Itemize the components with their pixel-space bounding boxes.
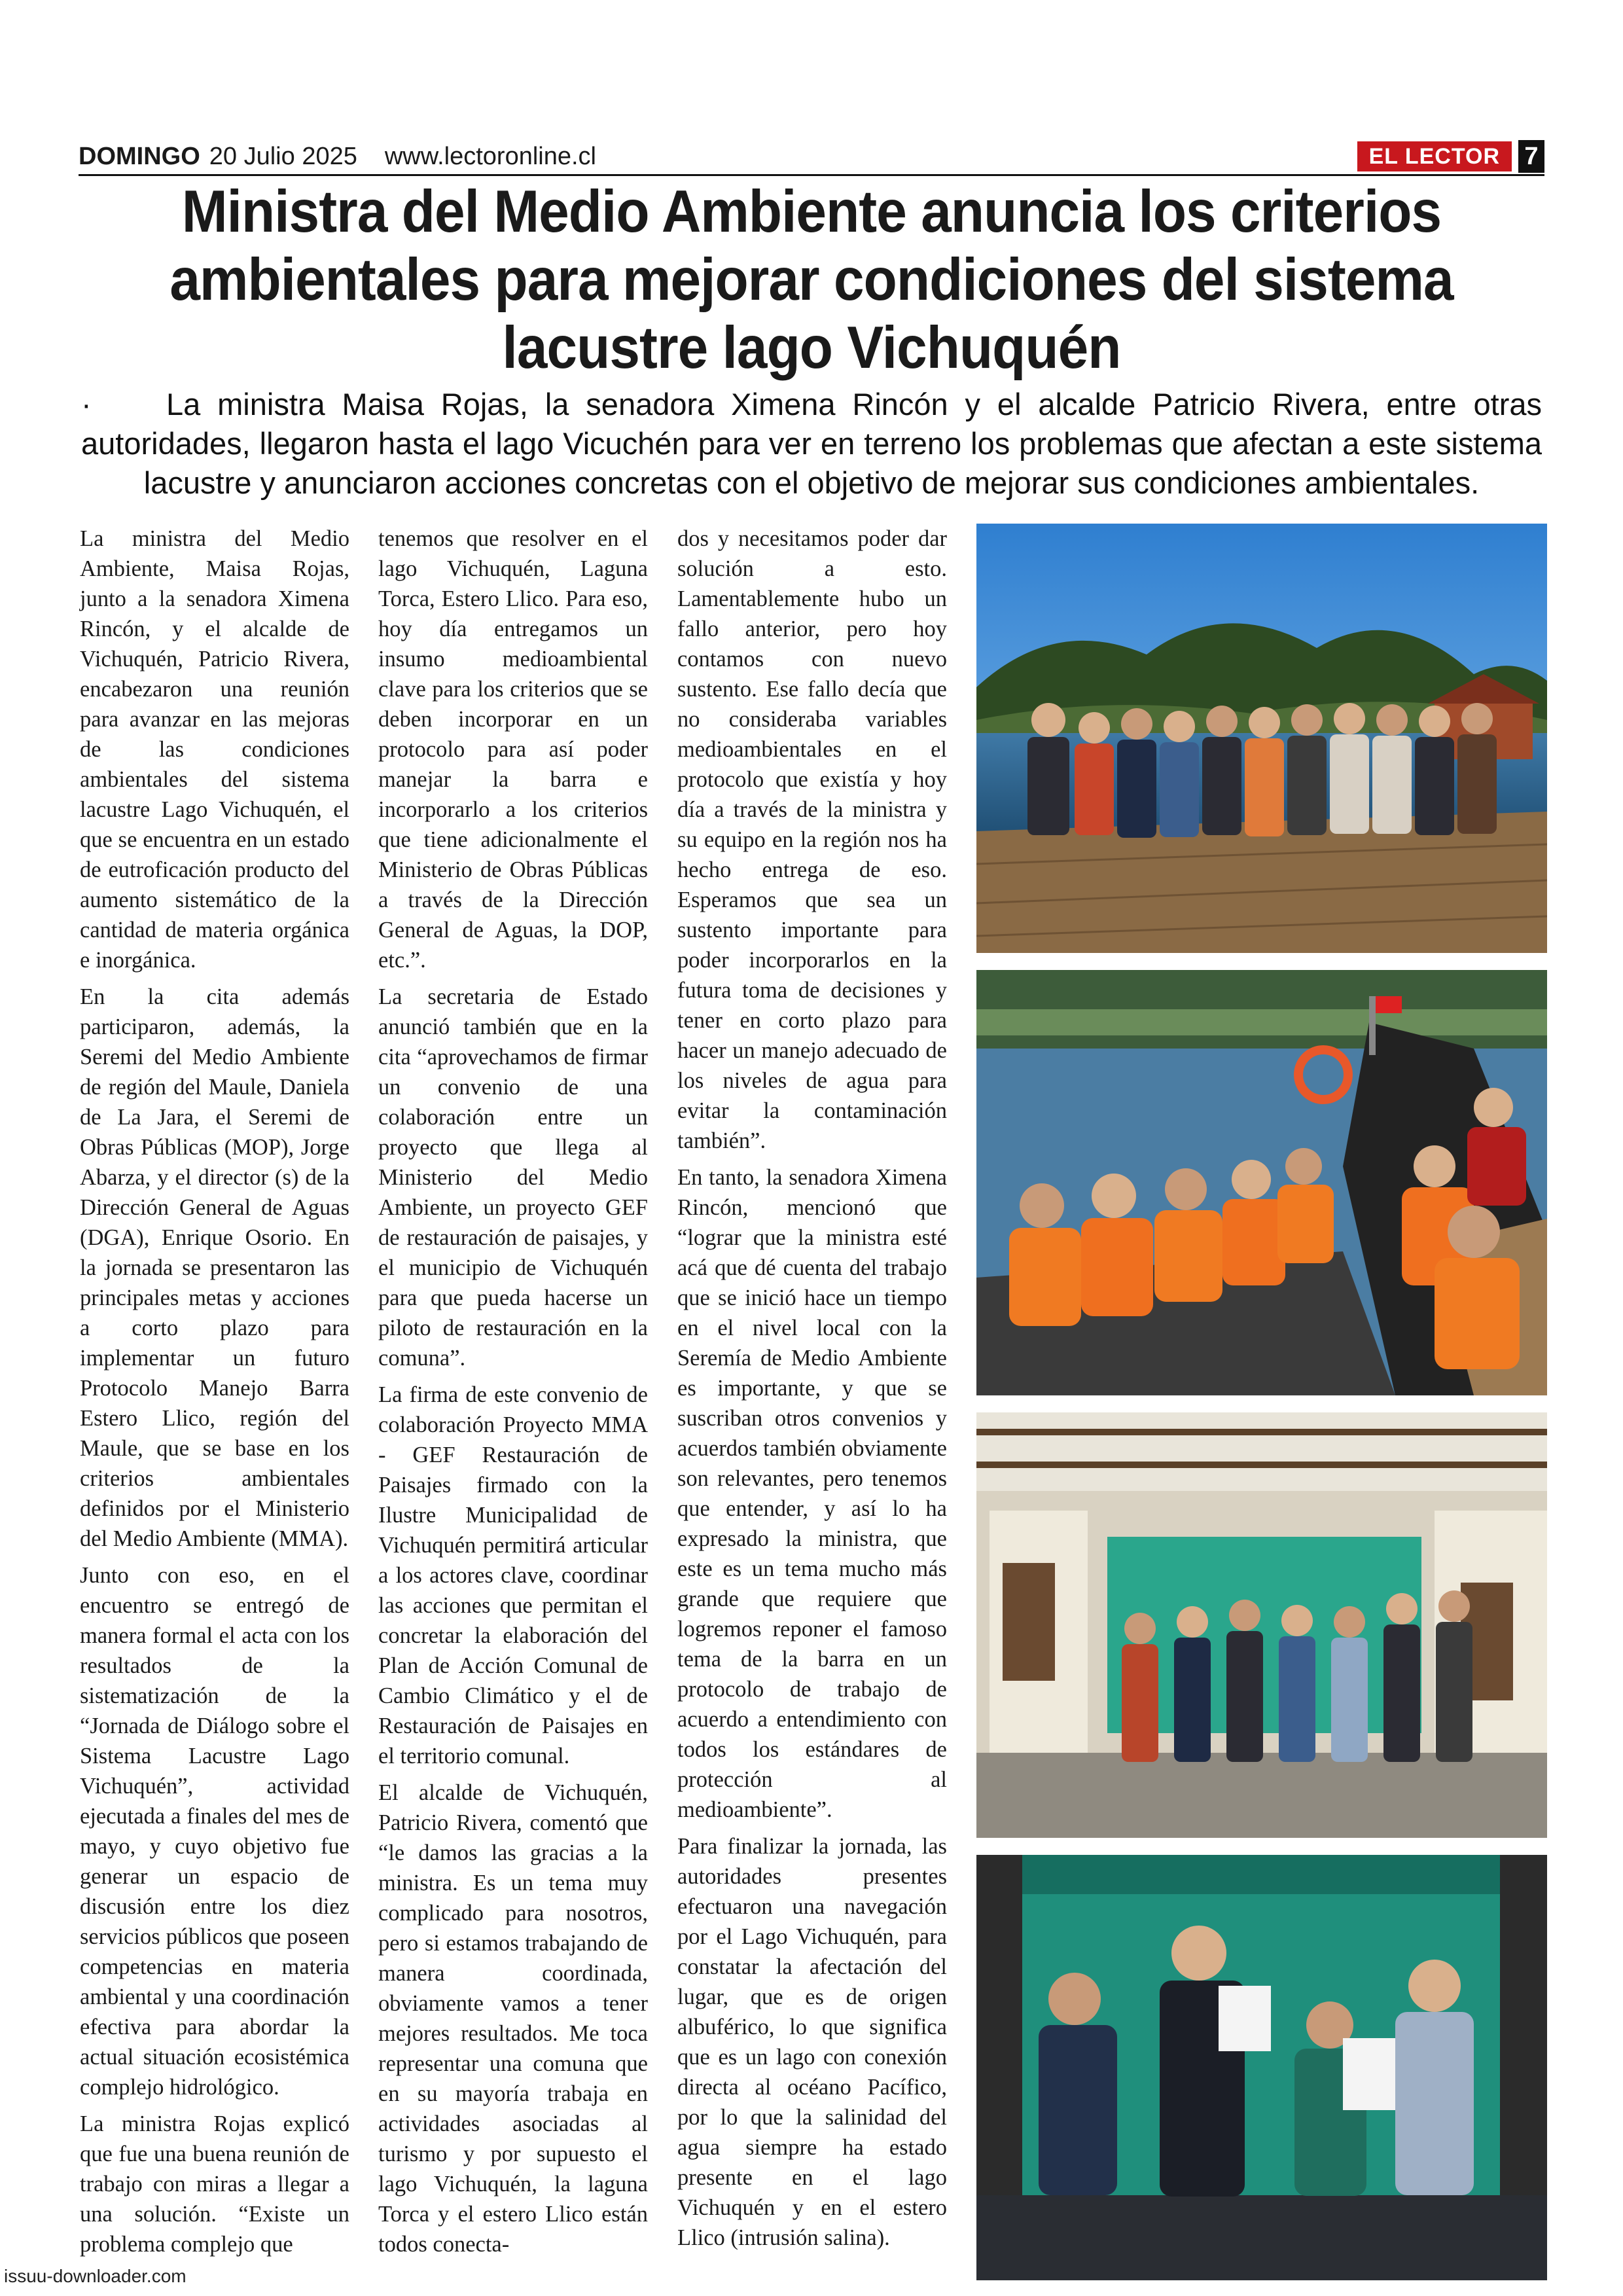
header-day: DOMINGO (79, 143, 200, 170)
group-photo-dock (976, 524, 1547, 953)
header-url[interactable]: www.lectoronline.cl (384, 143, 596, 170)
page-number: 7 (1518, 140, 1544, 173)
lead-paragraph (81, 385, 1542, 503)
paragraph: La ministra Rojas explicó que fue una buena reunión de trabajo con miras a llegar a una solución. “Existe un problema complejo que (80, 2111, 349, 2257)
header-date: 20 Julio 2025 (209, 143, 357, 170)
header-rule (79, 174, 1544, 176)
paragraph: tenemos que resolver en el lago Vichuquén, Laguna Torca, Estero Llico. Para eso, hoy día entregamos un insumo medioambiental clave para los criterios que se deben incorporar en un protocolo para así poder manejar la barra e incorporarlo a los criterios que tiene adicionalmente el Ministerio de Obras Públicas a través de la Dirección General de Aguas, la DOP, etc.”. (378, 526, 648, 973)
paragraph: Para finalizar la jornada, las autoridades presentes efectuaron una navegación por el Lago Vichuquén, para constatar la afectación del lugar, que es de origen albuférico, lo que significa que es un lago con conexión directa al océano Pacífico, por lo que la salinidad del agua siempre ha estado presente en el lago Vichuquén y en el estero Llico (intrusión salina). (677, 1834, 947, 2250)
lead-text: La ministra Maisa Rojas, la senadora Ximena Rincón y el alcalde Patricio Rivera, entre otras autoridades, llegaron hasta el lago Vicuchén para ver en terreno los problemas que afectan a este sistema lacustre y anunciaron acciones concretas con el objetivo de mejorar sus condiciones ambientales. (81, 387, 1542, 500)
paragraph: En la cita además participaron, además, la Seremi del Medio Ambiente de región del Maule, Daniela de La Jara, el Seremi de Obras Públicas (MOP), Jorge Abarza, y el director (s) de la Dirección General de Aguas (DGA), Enrique Osorio. En la jornada se presentaron las principales metas y acciones a corto plazo para implementar un futuro Protocolo Manejo Barra Estero Llico, región del Maule, que se base en los criterios ambientales definidos por el Ministerio del Medio Ambiente (MMA). (80, 984, 349, 1551)
courtyard-group-photo (976, 1412, 1547, 1838)
brand-logo: EL LECTOR (1357, 141, 1512, 171)
paragraph: La secretaria de Estado anunció también que en la cita “aprovechamos de firmar un convenio de una colaboración entre un proyecto que llega al Ministerio del Medio Ambiente, un proyecto GEF de restauración de paisajes, y el municipio de Vichuquén para que pueda hacerse un piloto de restauración en la comuna”. (378, 984, 648, 1371)
paragraph: El alcalde de Vichuquén, Patricio Rivera, comentó que “le damos las gracias a la ministra. Es un tema muy complicado para nosotros, pero si estamos trabajando de manera coordinada, obviamente vamos a tener mejores resultados. Me toca representar una comuna que en su mayoría trabaja en actividades asociadas al turismo y por supuesto el lago Vichuquén, la laguna Torca y el estero Llico están todos conecta- (378, 1780, 648, 2257)
signing-photo (976, 1855, 1547, 2280)
footer-watermark: issuu-downloader.com (4, 2266, 187, 2286)
article-column-3 (677, 524, 947, 2259)
lead-bullet: · (81, 387, 92, 422)
article-column-1 (80, 524, 349, 2266)
paragraph: En tanto, la senadora Ximena Rincón, mencionó que “lograr que la ministra esté acá que dé cuenta del trabajo que se inició hace un tiempo en el nivel local con la Seremía de Medio Ambiente es importante, y que se suscriban otros convenios y acuerdos también obviamente son relevantes, pero tenemos que entender, y así lo ha expresado la ministra, que este es un tema mucho más grande que requiere que logremos reponer el famoso tema de la barra en un protocolo de trabajo de acuerdo a entendimiento con todos los estándares de protección al medioambiente”. (677, 1165, 947, 1822)
paragraph: dos y necesitamos poder dar solución a esto. Lamentablemente hubo un fallo anterior, pero hoy contamos con nuevo sustento. Ese fallo decía que no consideraba variables medioambientales en el protocolo que existía y hoy día a través de la ministra y su equipo en la región nos ha hecho entrega de eso. Esperamos que sea un sustento importante para poder incorporarlos en la futura toma de decisiones y tener en corto plazo para hacer un manejo adecuado de los niveles de agua para evitar la contaminación también”. (677, 526, 947, 1153)
paragraph: La ministra del Medio Ambiente, Maisa Rojas, junto a la senadora Ximena Rincón, y el alcalde de Vichuquén, Patricio Rivera, encabezaron una reunión para avanzar en las mejoras de las condiciones ambientales del sistema lacustre Lago Vichuquén, el que se encuentra en un estado de eutroficación producto del aumento sistemático de la cantidad de materia orgánica e inorgánica. (80, 526, 349, 973)
boat-photo (976, 970, 1547, 1395)
paragraph: La firma de este convenio de colaboración Proyecto MMA - GEF Restauración de Paisajes firmado con la Ilustre Municipalidad de Vichuquén permitirá articular a los actores clave, coordinar las acciones que permitan el concretar la elaboración del Plan de Acción Comunal de Cambio Climático y el de Restauración de Paisajes en el territorio comunal. (378, 1382, 648, 1768)
article-column-2 (378, 524, 648, 2266)
page-header (79, 139, 1544, 174)
headline: Ministra del Medio Ambiente anuncia los criterios ambientales para mejorar condiciones del sistema lacustre lago Vichuquén (169, 179, 1454, 381)
paragraph: Junto con eso, en el encuentro se entregó de manera formal el acta con los resultados de la sistematización de la “Jornada de Diálogo sobre el Sistema Lacustre Lago Vichuquén”, actividad ejecutada a finales del mes de mayo, y cuyo objetivo fue generar un espacio de discusión entre los diez servicios públicos que poseen competencias en materia ambiental y una coordinación efectiva para abordar la actual situación ecosistémica complejo hidrológico. (80, 1563, 349, 2100)
